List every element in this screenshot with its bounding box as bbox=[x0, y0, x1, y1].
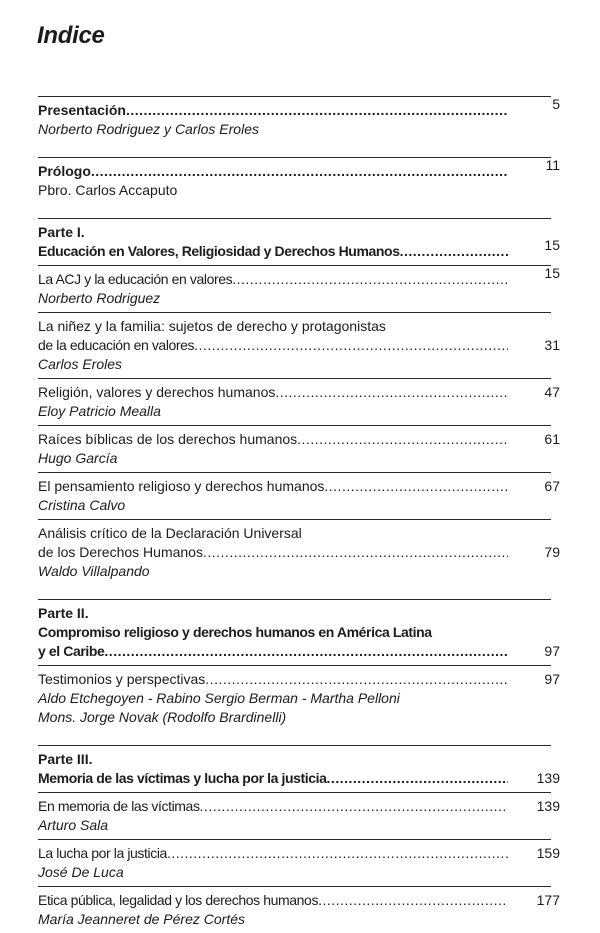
page-number: 97 bbox=[544, 671, 560, 687]
entry-author: Carlos Eroles bbox=[38, 356, 123, 372]
toc-entry[interactable] bbox=[38, 426, 578, 472]
page-number: 67 bbox=[544, 478, 560, 494]
entry-author: Norberto Rodriguez y Carlos Eroles bbox=[38, 121, 259, 137]
toc-entry[interactable] bbox=[38, 266, 578, 312]
page-number: 79 bbox=[544, 544, 560, 560]
page-number: 139 bbox=[536, 798, 560, 814]
toc-entry-part-2-title[interactable] bbox=[38, 642, 578, 661]
page-number: 47 bbox=[544, 384, 560, 400]
entry-author: Aldo Etchegoyen - Rabino Sergio Berman - Martha Pelloni bbox=[38, 690, 400, 706]
toc-entry[interactable] bbox=[38, 840, 578, 886]
toc-entry[interactable] bbox=[38, 473, 578, 519]
entry-title: La lucha por la justicia ..... bbox=[38, 844, 508, 863]
page-number: 31 bbox=[544, 337, 560, 353]
entry-author: Pbro. Carlos Accaputo bbox=[38, 182, 178, 198]
entry-title: Presentación ..... bbox=[38, 101, 508, 120]
page-number: 15 bbox=[544, 237, 560, 253]
entry-title-line: La niñez y la familia: sujetos de derecho y protagonistas bbox=[38, 318, 386, 334]
toc-entry-prologo[interactable] bbox=[38, 158, 578, 204]
toc-entry-presentacion[interactable] bbox=[38, 97, 578, 143]
page-number: 159 bbox=[536, 845, 560, 861]
toc-entry[interactable] bbox=[38, 313, 578, 378]
page-number: 177 bbox=[536, 892, 560, 908]
entry-author: María Jeanneret de Pérez Cortés bbox=[38, 911, 245, 927]
part-title: Educación en Valores, Religiosidad y Derechos Humanos ..... bbox=[38, 242, 508, 261]
page-number: 5 bbox=[552, 96, 560, 112]
entry-title: de la educación en valores ..... bbox=[38, 336, 508, 355]
toc-part-1 bbox=[38, 219, 578, 265]
entry-title: Etica pública, legalidad y los derechos humanos ..... bbox=[38, 891, 508, 910]
table-of-contents bbox=[38, 96, 578, 933]
toc-entry[interactable] bbox=[38, 379, 578, 425]
entry-author: Waldo Villalpando bbox=[38, 563, 150, 579]
toc-entry[interactable] bbox=[38, 887, 578, 933]
entry-author: Arturo Sala bbox=[38, 817, 109, 833]
toc-entry-part-3-title[interactable] bbox=[38, 769, 578, 788]
page-title: Indice bbox=[37, 22, 105, 49]
entry-author: Cristina Calvo bbox=[38, 497, 126, 513]
entry-title: Religión, valores y derechos humanos ..... bbox=[38, 383, 508, 402]
part-title: Memoria de las víctimas y lucha por la justicia ..... bbox=[38, 769, 508, 788]
toc-entry-part-1-title[interactable] bbox=[38, 237, 578, 261]
toc-entry[interactable] bbox=[38, 793, 578, 839]
entry-author: Norberto Rodriguez bbox=[38, 290, 161, 306]
part-title-line: Compromiso religioso y derechos humanos en América Latina bbox=[38, 624, 432, 640]
toc-entry[interactable] bbox=[38, 520, 578, 585]
entry-title: de los Derechos Humanos ..... bbox=[38, 543, 508, 562]
page-number: 11 bbox=[545, 157, 560, 173]
page-number: 61 bbox=[544, 431, 560, 447]
part-label: Parte III. bbox=[38, 751, 93, 767]
page-number: 15 bbox=[544, 265, 560, 281]
entry-title: En memoria de las víctimas ..... bbox=[38, 797, 508, 816]
toc-part-2 bbox=[38, 600, 578, 665]
page-number: 97 bbox=[544, 643, 560, 659]
toc-entry[interactable] bbox=[38, 666, 578, 731]
entry-title: Testimonios y perspectivas ..... bbox=[38, 670, 508, 689]
toc-part-3 bbox=[38, 746, 578, 792]
entry-author-line2: Mons. Jorge Novak (Rodolfo Brardinelli) bbox=[38, 709, 287, 725]
page-number: 139 bbox=[536, 770, 560, 786]
entry-author: Hugo García bbox=[38, 450, 118, 466]
entry-author: José De Luca bbox=[38, 864, 124, 880]
entry-author: Eloy Patricio Mealla bbox=[38, 403, 161, 419]
part-label: Parte I. bbox=[38, 224, 85, 240]
entry-title: El pensamiento religioso y derechos humanos ..... bbox=[38, 477, 508, 496]
entry-title: La ACJ y la educación en valores ..... bbox=[38, 270, 508, 289]
part-label: Parte II. bbox=[38, 605, 89, 621]
entry-title-line: Análisis crítico de la Declaración Universal bbox=[38, 525, 302, 541]
part-title: y el Caribe ..... bbox=[38, 642, 508, 661]
entry-title: Prólogo ..... bbox=[38, 162, 508, 181]
entry-title: Raíces bíblicas de los derechos humanos ..... bbox=[38, 430, 508, 449]
